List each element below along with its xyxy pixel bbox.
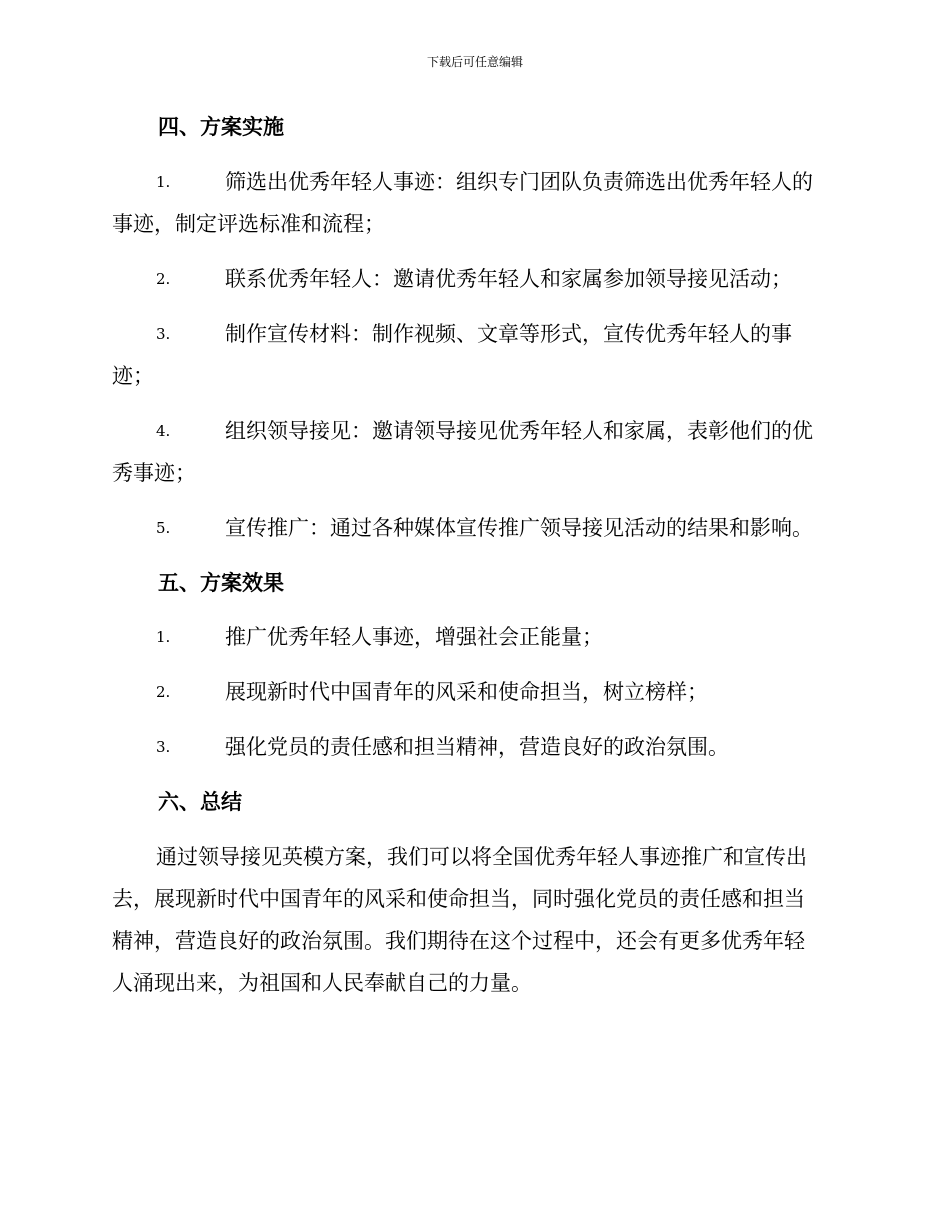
list-item-text-continued: 秀事迹； bbox=[112, 461, 196, 485]
list-item-text: 筛选出优秀年轻人事迹：组织专门团队负责筛选出优秀年轻人的 bbox=[225, 170, 813, 194]
list-number: 3. bbox=[156, 325, 171, 343]
list-number: 4. bbox=[156, 422, 171, 440]
list-number: 2. bbox=[156, 683, 171, 701]
list-item-text: 联系优秀年轻人：邀请优秀年轻人和家属参加领导接见活动； bbox=[225, 267, 792, 291]
list-item-text: 制作宣传材料：制作视频、文章等形式，宣传优秀年轻人的事 bbox=[225, 322, 792, 346]
list-item-text: 展现新时代中国青年的风采和使命担当，树立榜样； bbox=[225, 680, 708, 704]
page-header: 下载后可任意编辑 bbox=[426, 55, 523, 69]
list-item-text: 推广优秀年轻人事迹，增强社会正能量； bbox=[225, 625, 603, 649]
list-number: 3. bbox=[156, 738, 171, 756]
list-number: 2. bbox=[156, 270, 171, 288]
section-heading-summary: 六、总结 bbox=[158, 790, 242, 814]
summary-line: 通过领导接见英模方案，我们可以将全国优秀年轻人事迹推广和宣传出 bbox=[156, 845, 807, 869]
list-number: 5. bbox=[156, 519, 171, 537]
summary-line: 精神，营造良好的政治氛围。我们期待在这个过程中，还会有更多优秀年轻 bbox=[112, 929, 805, 953]
summary-line: 去，展现新时代中国青年的风采和使命担当，同时强化党员的责任感和担当 bbox=[112, 887, 805, 911]
list-item-text: 宣传推广：通过各种媒体宣传推广领导接见活动的结果和影响。 bbox=[225, 516, 813, 540]
list-item-text-continued: 迹； bbox=[112, 364, 154, 388]
summary-line: 人涌现出来，为祖国和人民奉献自己的力量。 bbox=[112, 971, 532, 995]
list-number: 1. bbox=[156, 173, 171, 191]
section-heading-implementation: 四、方案实施 bbox=[158, 115, 284, 139]
section-heading-effects: 五、方案效果 bbox=[158, 571, 284, 595]
list-item-text-continued: 事迹，制定评选标准和流程； bbox=[112, 212, 385, 236]
list-number: 1. bbox=[156, 628, 171, 646]
list-item-text: 组织领导接见：邀请领导接见优秀年轻人和家属，表彰他们的优 bbox=[225, 419, 813, 443]
list-item-text: 强化党员的责任感和担当精神，营造良好的政治氛围。 bbox=[225, 735, 729, 759]
